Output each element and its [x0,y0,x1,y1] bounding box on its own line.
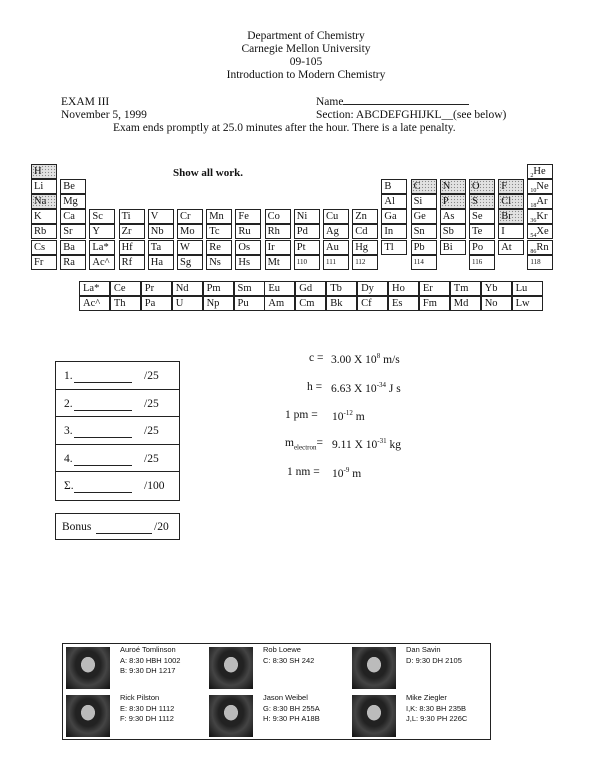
element-cell [177,255,203,270]
element-cell [440,240,466,255]
ta-section-time: I,K: 8:30 BH 235B [406,704,467,713]
atomic-number: 18 [530,203,537,210]
element-cell [352,209,378,224]
atomic-number: 54 [530,233,537,240]
element-symbol: Cu [326,211,339,223]
element-cell [323,240,349,255]
element-symbol: Rh [267,226,280,238]
question-points: /25 [144,370,159,382]
element-cell [411,209,437,224]
element-symbol: Mt [267,256,280,268]
element-cell [89,255,115,270]
element-cell [323,255,349,270]
score-row [56,390,179,418]
element-symbol: Zr [121,226,132,238]
element-symbol: Ns [209,256,221,268]
element-cell [469,224,495,239]
element-symbol: Ac^ [92,256,110,268]
question-points: /25 [144,452,159,465]
element-cell: Pm [203,281,234,296]
element-symbol: La* [92,241,109,253]
element-cell [60,194,86,209]
element-symbol: Br [501,211,512,223]
ta-entry [63,692,206,740]
score-blank[interactable] [74,437,132,438]
element-cell [31,179,57,194]
element-symbol: P [442,196,449,208]
element-cell [31,224,57,239]
constant-electron-mass: $m_{electron}=$ 9.11 X $10^{-31}$ kg [285,437,401,452]
element-symbol: Ga [384,211,397,223]
element-cell [31,194,57,209]
element-cell [323,209,349,224]
element-cell [89,224,115,239]
element-cell [89,209,115,224]
element-symbol: Pt [296,241,306,253]
bonus-label: Bonus [62,521,92,533]
question-points: /25 [144,397,159,410]
element-cell [60,179,86,194]
department-title: Department of Chemistry [247,30,365,42]
element-symbol: Al [384,196,395,208]
element-cell [527,209,553,224]
element-symbol: Nb [150,226,164,238]
element-cell [440,179,466,194]
element-symbol: Fe [238,211,249,223]
element-cell: Ac^ [79,296,110,311]
ta-section-time: B: 9:30 DH 1217 [120,666,176,675]
element-symbol: Ca [63,211,75,223]
element-symbol: Li [34,181,44,193]
ta-section-time: H: 9:30 PH A18B [263,714,320,723]
element-cell [206,240,232,255]
element-cell [206,224,232,239]
element-cell [498,194,524,209]
element-symbol: Rf [121,256,133,268]
element-cell [265,240,291,255]
element-cell [31,240,57,255]
ta-photo [209,695,253,737]
element-cell [527,224,553,239]
element-cell [60,255,86,270]
course-name: Introduction to Modern Chemistry [226,69,386,81]
element-symbol: Zn [355,211,367,223]
element-cell [148,255,174,270]
element-cell: Np [203,296,234,311]
element-cell [119,224,145,239]
element-symbol: V [150,211,159,223]
element-cell [469,209,495,224]
element-cell [381,224,407,239]
ta-section-time: D: 9:30 DH 2105 [406,656,462,665]
element-cell [411,240,437,255]
ta-entry [349,644,492,692]
element-symbol: Ti [121,211,131,223]
element-symbol: Si [413,196,423,208]
exam-notice: Exam ends promptly at 25.0 minutes after the hour. There is a late penalty. [113,122,456,134]
element-cell [294,209,320,224]
element-symbol: Tc [209,226,220,238]
element-cell: Lu [512,281,543,296]
element-symbol: 116 [472,257,483,266]
ta-name: Auroé Tomlinson [120,645,176,654]
element-symbol: 112 [355,257,366,266]
element-symbol: Co [267,211,280,223]
element-symbol: Cs [34,241,46,253]
element-cell [381,179,407,194]
element-cell [469,240,495,255]
element-cell: Tm [450,281,481,296]
element-cell [148,224,174,239]
element-cell [498,209,524,224]
element-symbol: Ag [326,226,339,238]
bonus-points: /20 [154,521,169,533]
element-cell [411,179,437,194]
element-symbol: 118 [530,257,541,266]
element-symbol: Na [34,196,47,208]
element-cell [265,255,291,270]
element-symbol: Au [326,241,339,253]
score-row [56,445,179,473]
element-symbol: F [501,181,508,193]
element-cell: Ce [110,281,141,296]
ta-name: Rick Pilston [120,693,160,702]
atomic-number: 86 [530,248,537,255]
course-number: 09-105 [289,56,323,68]
element-symbol: Ir [267,241,275,253]
element-symbol: W [180,241,190,253]
element-symbol: Ha [150,256,164,268]
score-table [55,361,180,501]
element-cell: Pr [141,281,172,296]
element-cell [440,224,466,239]
ta-name: Mike Ziegler [406,693,447,702]
exam-title: EXAM III [61,96,110,108]
element-cell [498,179,524,194]
section-field[interactable]: Section: ABCDEFGHIJKL__(see below) [316,109,507,121]
element-cell [498,224,524,239]
university-title: Carnegie Mellon University [241,43,371,55]
element-cell: Am [264,296,295,311]
element-cell [527,164,553,179]
element-symbol: Kr [536,211,548,223]
element-symbol: Mg [63,196,78,208]
ta-entry [63,644,206,692]
ta-section-table [62,643,491,740]
element-cell [440,209,466,224]
element-cell: Gd [295,281,326,296]
element-symbol: Hf [121,241,133,253]
element-symbol: He [533,166,546,177]
element-cell [177,224,203,239]
element-symbol: Hs [238,256,251,268]
element-symbol: Rn [536,241,549,253]
element-symbol: H [34,166,42,177]
element-cell: Cm [295,296,326,311]
element-cell [206,255,232,270]
element-cell [119,255,145,270]
element-symbol: At [501,241,512,253]
score-row [56,472,179,500]
question-label: 3. [64,425,73,437]
element-symbol: Cd [355,226,368,238]
element-cell: Eu [264,281,295,296]
element-cell [498,240,524,255]
element-symbol: Tl [384,241,394,253]
element-cell [294,224,320,239]
score-blank[interactable] [74,382,132,383]
element-symbol: 110 [296,257,308,266]
element-cell [31,164,57,179]
element-cell: Sm [234,281,265,296]
element-cell: Ho [388,281,419,296]
element-symbol: Ni [296,211,308,223]
element-symbol: Os [238,241,251,253]
question-points: /100 [144,480,165,492]
element-symbol: Sn [413,226,425,238]
ta-photo [352,695,396,737]
element-cell [177,209,203,224]
element-cell [31,255,57,270]
element-symbol: I [501,226,505,238]
ta-photo [352,647,396,689]
element-symbol: Cl [501,196,512,208]
ta-section-time: E: 8:30 DH 1112 [120,704,175,713]
element-symbol: S [472,196,478,208]
element-symbol: Fr [34,256,44,268]
show-work-note: Show all work. [173,167,243,179]
element-cell [148,209,174,224]
atomic-number: 36 [530,218,537,225]
element-cell [119,209,145,224]
element-cell [527,194,553,209]
periodic-table [31,164,561,268]
element-cell [469,194,495,209]
element-symbol: Ba [63,241,75,253]
element-cell [235,209,261,224]
constant-nm: 1 nm = $10^{-9}$ m [287,466,362,480]
bonus-blank[interactable] [96,533,152,534]
score-row [56,362,179,390]
element-symbol: Ta [150,241,162,253]
constant-h: h = 6.63 X $10^{-34}$ J s [307,381,401,395]
element-symbol: Cr [180,211,191,223]
element-symbol: Ge [413,211,426,223]
ta-entry [349,692,492,740]
element-cell [352,255,378,270]
element-cell: Lw [512,296,543,311]
element-symbol: Mo [180,226,195,238]
element-cell [31,209,57,224]
element-symbol: Te [472,226,483,238]
element-cell: Tb [326,281,357,296]
element-symbol: Sb [442,226,454,238]
ta-section-time: F: 9:30 DH 1112 [120,714,174,723]
ta-photo [66,695,110,737]
atomic-number: 2 [530,173,534,179]
element-symbol: Po [472,241,484,253]
ta-photo [66,647,110,689]
element-cell [235,255,261,270]
element-cell: Es [388,296,419,311]
element-cell [411,194,437,209]
element-cell [265,209,291,224]
element-cell: Pa [141,296,172,311]
element-cell [469,255,495,270]
element-symbol: N [442,181,451,193]
score-row [56,417,179,445]
element-symbol: K [34,211,42,223]
question-label: 2. [64,397,73,410]
score-blank[interactable] [74,492,132,493]
ta-section-time: J,L: 9:30 PH 226C [406,714,468,723]
element-cell: Cf [357,296,388,311]
question-label: 4. [64,452,73,465]
score-blank[interactable] [74,465,132,466]
element-cell: Fm [419,296,450,311]
ta-name: Rob Loewe [263,645,301,654]
ta-section-time: C: 8:30 SH 242 [263,656,315,665]
element-cell: Md [450,296,481,311]
element-cell [294,240,320,255]
question-label: Σ. [64,480,74,492]
element-cell: Er [419,281,450,296]
ta-photo [209,647,253,689]
ta-entry [206,644,349,692]
element-cell [206,209,232,224]
element-cell: Th [110,296,141,311]
element-cell [89,240,115,255]
element-symbol: Re [209,241,221,253]
element-cell [60,224,86,239]
element-cell [411,224,437,239]
element-cell [381,194,407,209]
element-symbol: Sg [180,256,192,268]
lanthanide-actinide-table [79,281,542,311]
element-symbol: Ru [238,226,251,238]
name-field[interactable] [316,96,469,108]
course-header [0,30,612,82]
element-symbol: Hg [355,241,369,253]
element-symbol: Xe [536,226,549,238]
element-cell [352,240,378,255]
ta-section-time: G: 8:30 BH 255A [263,704,320,713]
exam-date: November 5, 1999 [61,109,147,121]
element-cell: Nd [172,281,203,296]
element-cell [119,240,145,255]
element-cell [177,240,203,255]
element-cell [527,240,553,255]
element-cell: U [172,296,203,311]
name-blank[interactable] [343,104,469,105]
element-symbol: Bi [442,241,453,253]
element-cell [440,194,466,209]
element-cell [265,224,291,239]
element-cell [527,255,553,270]
constant-pm: 1 pm = $10^{-12}$ m [285,409,365,423]
element-symbol: Y [92,226,100,238]
element-cell: Pu [234,296,265,311]
element-cell: No [481,296,512,311]
element-cell [381,209,407,224]
element-symbol: 111 [326,257,336,266]
element-symbol: O [472,181,480,193]
ta-name: Dan Savin [406,645,441,654]
element-symbol: In [384,226,394,238]
element-cell: Yb [481,281,512,296]
element-symbol: 114 [413,257,424,266]
element-cell [235,240,261,255]
element-symbol: Mn [209,211,224,223]
element-symbol: Se [472,211,483,223]
element-cell [235,224,261,239]
element-cell: La* [79,281,110,296]
element-cell [60,209,86,224]
element-cell [469,179,495,194]
ta-name: Jason Weibel [263,693,308,702]
ta-section-time: A: 8:30 HBH 1002 [120,656,181,665]
element-symbol: Pb [413,241,425,253]
bonus-box [55,513,180,540]
element-symbol: C [413,181,421,193]
element-cell [411,255,437,270]
element-cell: Dy [357,281,388,296]
question-points: /25 [144,425,159,437]
score-blank[interactable] [74,410,132,411]
element-symbol: Be [63,181,75,193]
name-label: Name [316,96,344,108]
question-label: 1. [64,370,73,382]
element-cell [60,240,86,255]
constant-c: c = 3.00 X $10^8$ m/s [309,352,400,366]
ta-entry [206,692,349,740]
element-cell [527,179,553,194]
element-symbol: Pd [296,226,308,238]
element-symbol: Sr [63,226,73,238]
element-symbol: Sc [92,211,103,223]
element-symbol: As [442,211,455,223]
atomic-number: 10 [530,188,537,195]
element-cell [352,224,378,239]
element-symbol: B [384,181,392,193]
element-cell [294,255,320,270]
element-symbol: Rb [34,226,47,238]
element-symbol: Ar [536,196,548,208]
element-cell [381,240,407,255]
element-cell [323,224,349,239]
element-symbol: Ne [536,181,549,193]
element-cell: Bk [326,296,357,311]
element-cell [148,240,174,255]
element-symbol: Ra [63,256,75,268]
